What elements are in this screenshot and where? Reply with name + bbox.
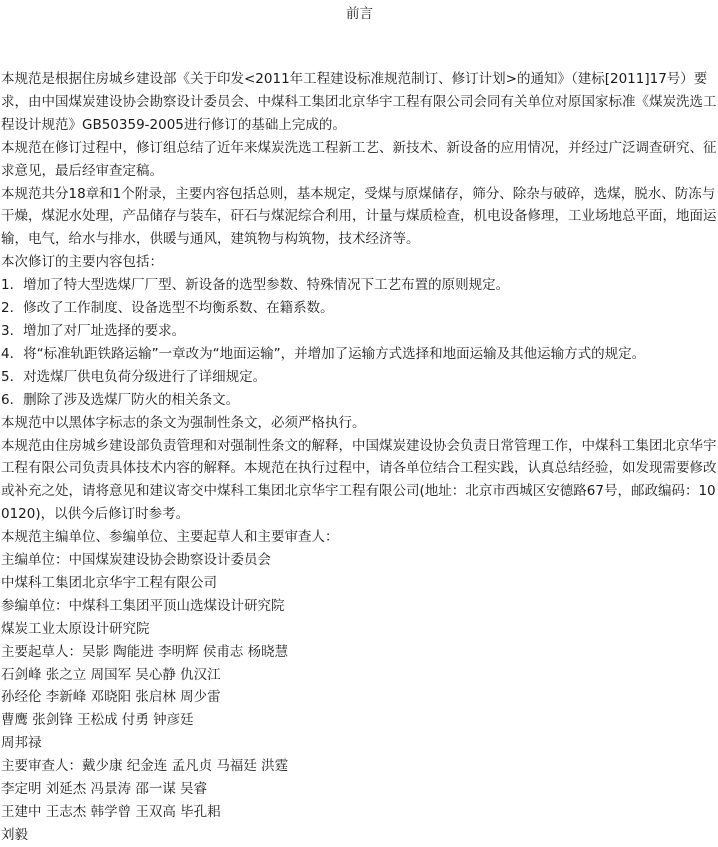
reviewers-line-3: 王建中 王志杰 韩学曾 王双高 毕孔耜 [1, 804, 221, 820]
page-title: 前言 [346, 6, 373, 22]
paragraph-mandatory: 本规范中以黑体字标志的条文为强制性条文，必须严格执行。 [1, 414, 366, 431]
reviewers-line-4: 刘毅 [1, 826, 28, 843]
reviewers-line-2: 李定明 刘延杰 冯景涛 邵一谋 吴睿 [1, 781, 208, 798]
drafters-line-3: 孙经伦 李新峰 邓晓阳 张启林 周少雷 [1, 689, 221, 706]
drafters-line-5: 周邦禄 [1, 735, 42, 752]
participating-unit-line-2: 煤炭工业太原设计研究院 [1, 620, 150, 637]
revision-item-2: 2．修改了工作制度、设备选型不均衡系数、在籍系数。 [1, 300, 334, 317]
participating-unit-line: 参编单位：中煤科工集团平顶山选煤设计研究院 [1, 597, 285, 614]
drafters-line-1: 主要起草人：吴影 陶能进 李明辉 侯甫志 杨晓慧 [1, 643, 289, 660]
paragraph-units-intro: 本规范主编单位、参编单位、主要起草人和主要审查人： [1, 529, 339, 546]
revision-item-5: 5．对选煤厂供电负荷分级进行了详细规定。 [1, 368, 267, 385]
chief-unit-line-2: 中煤科工集团北京华宇工程有限公司 [1, 574, 217, 591]
paragraph-revision-intro: 本次修订的主要内容包括： [1, 254, 163, 271]
chief-unit-line: 主编单位：中国煤炭建设协会勘察设计委员会 [1, 552, 271, 569]
paragraph-revision-process: 本规范在修订过程中，修订组总结了近年来煤炭洗选工程新工艺、新技术、新设备的应用情况，并经过广泛调查研究、征求意见，最后经审查定稿。 [1, 139, 717, 179]
paragraph-basis: 本规范是根据住房城乡建设部《关于印发<2011年工程建设标准规范制订、修订计划>的通知》（建标[2011]17号）要求，由中国煤炭建设协会勘察设计委员会、中煤科工集团北京华宇工程有限公司会同有关单位对原国家标准《煤炭洗选工程设计规范》GB50359-2005进行修订的基础上完成的。 [1, 71, 717, 133]
revision-item-4: 4．将“标准轨距铁路运输”一章改为“地面运输”，并增加了运输方式选择和地面运输及其他运输方式的规定。 [1, 345, 646, 362]
reviewers-line-1: 主要审查人：戴少康 纪金连 孟凡贞 马福廷 洪霆 [1, 758, 289, 775]
revision-item-3: 3．增加了对厂址选择的要求。 [1, 322, 186, 339]
paragraph-administration: 本规范由住房城乡建设部负责管理和对强制性条文的解释，中国煤炭建设协会负责日常管理工作，中煤科工集团北京华宇工程有限公司负责具体技术内容的解释。本规范在执行过程中，请各单位结合工程实践，认真总结经验，如发现需要修改或补充之处，请将意见和建议寄交中煤科工集团北京华宇工程有限公司(地址：北京市西城区安德路67号，邮政编码：100120)，以供今后修订时参考。 [1, 437, 717, 523]
revision-item-1: 1．增加了特大型选煤厂厂型、新设备的选型参数、特殊情况下工艺布置的原则规定。 [1, 277, 510, 294]
document-body [1, 68, 718, 847]
revision-item-6: 6．删除了涉及选煤厂防火的相关条文。 [1, 391, 240, 408]
drafters-line-4: 曹鹰 张剑锋 王松成 付勇 钟彦廷 [1, 712, 194, 729]
drafters-line-2: 石剑峰 张之立 周国军 吴心静 仇汉江 [1, 666, 221, 683]
paragraph-contents: 本规范共分18章和1个附录，主要内容包括总则，基本规定，受煤与原煤储存，筛分、除杂与破碎，选煤，脱水、防冻与干燥，煤泥水处理，产品储存与装车，矸石与煤泥综合利用，计量与煤质检查，机电设备修理，工业场地总平面，地面运输，电气，给水与排水，供暖与通风，建筑物与构筑物，技术经济等。 [1, 185, 717, 248]
